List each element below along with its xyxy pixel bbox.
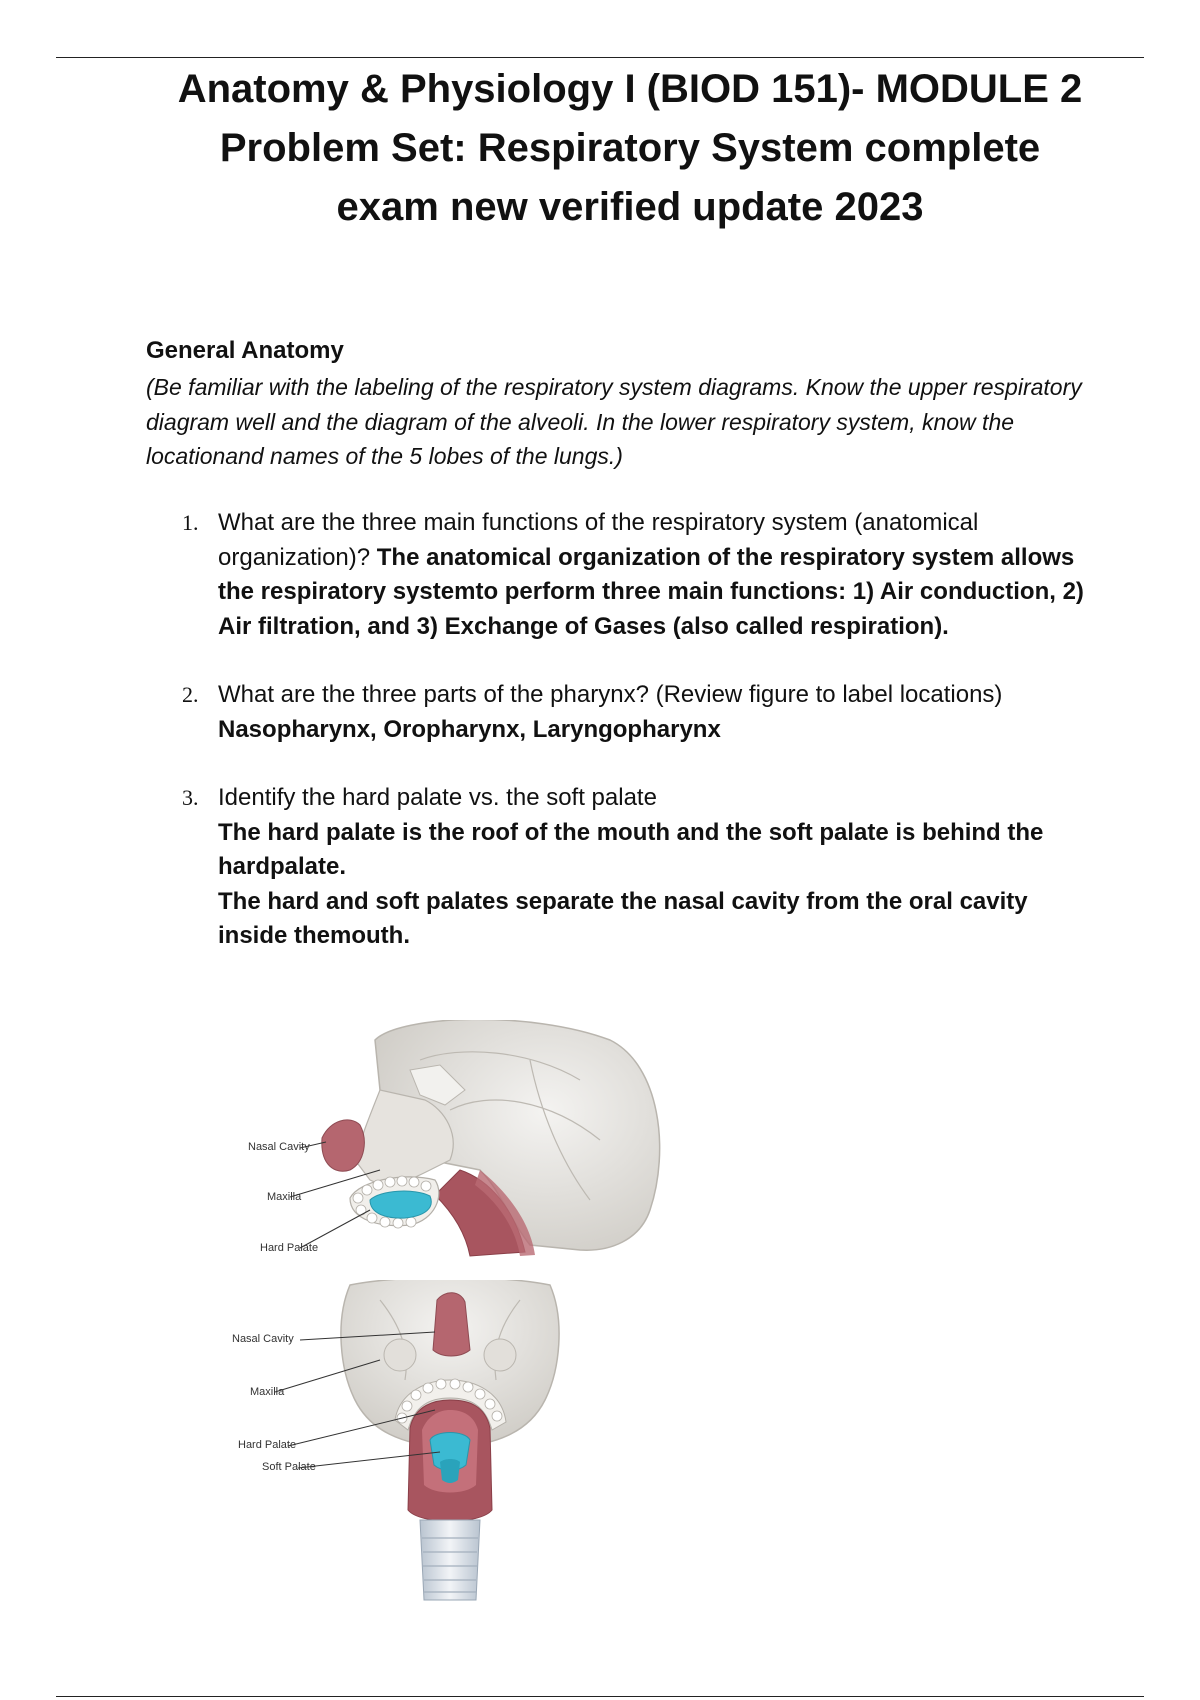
question-item	[146, 678, 1086, 747]
question-list	[146, 506, 1086, 954]
question-number: 2.	[182, 682, 199, 707]
question-number: 1.	[182, 510, 199, 535]
skull-inferior-figure	[230, 1280, 670, 1610]
section-heading: General Anatomy	[146, 337, 344, 364]
label-maxilla: Maxilla	[267, 1191, 302, 1203]
answer-text: The anatomical organization of the respiratory system allows the respiratory systemto perform three main functions: 1) Air conduction, 2) Air filtration, and 3) Exchange of Gases (also called respiration).	[218, 543, 1084, 640]
answer-text: Nasopharynx, Oropharynx, Laryngopharynx	[218, 715, 721, 743]
question-text: Identify the hard palate vs. the soft palate	[218, 784, 657, 811]
question-text: What are the three parts of the pharynx? (Review figure to label locations)	[218, 681, 1003, 708]
bottom-rule	[56, 1696, 1144, 1697]
section-note: (Be familiar with the labeling of the respiratory system diagrams. Know the upper respiratory diagram well and the diagram of the alveoli. In the lower respiratory system, know the locationand names of the 5 lobes of the lungs.)	[146, 374, 1082, 469]
label-maxilla: Maxilla	[250, 1386, 285, 1398]
answer-line-2: The hard and soft palates separate the nasal cavity from the oral cavity inside themouth.	[218, 887, 1028, 949]
title-line-2: Problem Set: Respiratory System complete	[219, 126, 1041, 170]
skull-lateral-illustration	[230, 1020, 670, 1260]
title-line-3: exam new verified update 2023	[336, 185, 924, 229]
top-rule	[56, 57, 1144, 58]
label-nasal-cavity: Nasal Cavity	[232, 1333, 294, 1345]
question-text: What are the three main functions of the respiratory system (anatomical organization)?	[218, 509, 979, 571]
label-hard-palate: Hard Palate	[260, 1242, 319, 1254]
page-title	[90, 60, 1170, 237]
skull-lateral-figure	[230, 1020, 670, 1260]
question-item	[146, 781, 1086, 954]
question-item	[146, 506, 1086, 644]
label-nasal-cavity: Nasal Cavity	[248, 1141, 310, 1153]
answer-line-1: The hard palate is the roof of the mouth and the soft palate is behind the hardpalate.	[218, 818, 1044, 880]
title-line-1: Anatomy & Physiology I (BIOD 151)- MODULE 2	[177, 67, 1083, 111]
label-soft-palate: Soft Palate	[262, 1461, 316, 1473]
label-hard-palate: Hard Palate	[238, 1439, 297, 1451]
question-number: 3.	[182, 785, 199, 810]
